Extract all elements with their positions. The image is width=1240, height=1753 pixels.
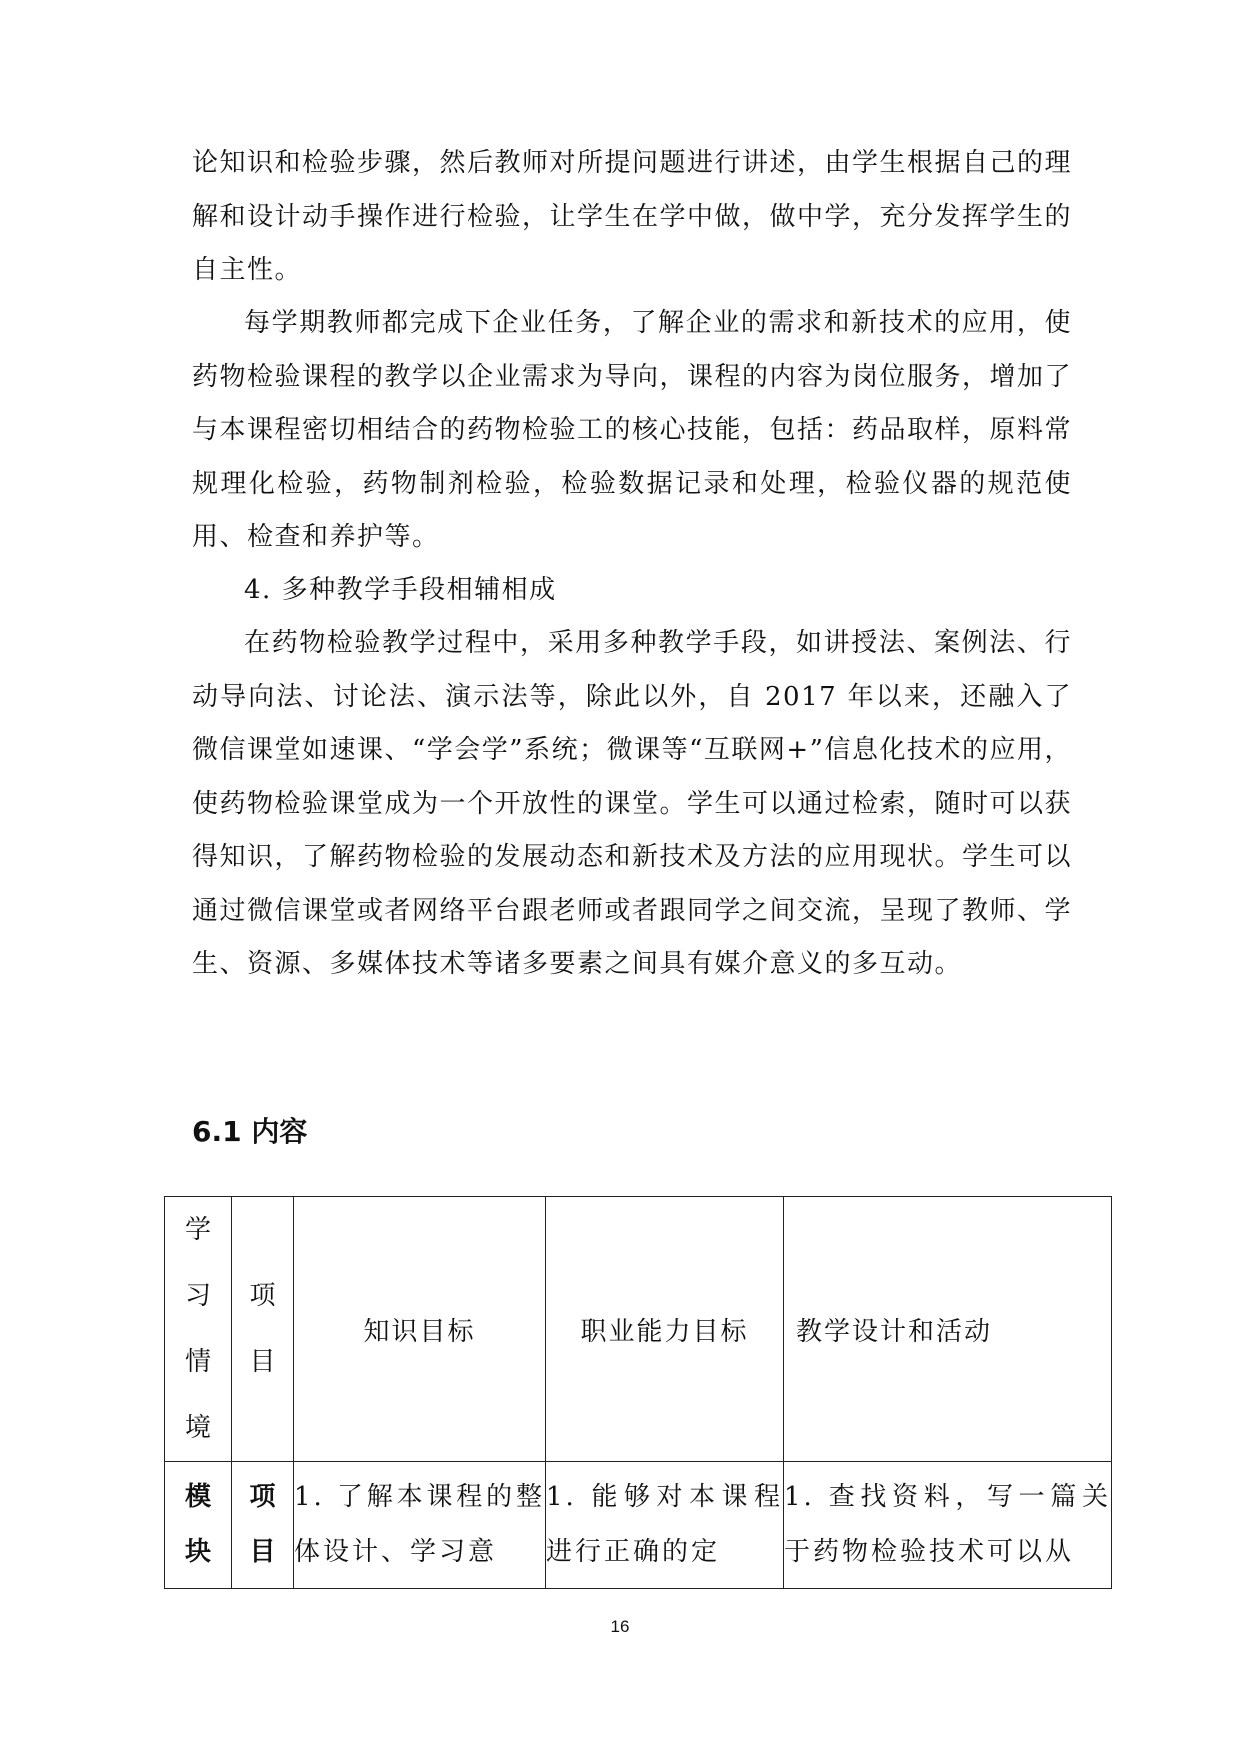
header-knowledge-goals: 知识目标 (294, 1197, 546, 1462)
paragraph-3: 在药物检验教学过程中，采用多种教学手段，如讲授法、案例法、行动导向法、讨论法、演示法等，除此以外，自 2017 年以来，还融入了微信课堂如速课、“学会学”系统；微课等“互联网+”信息化技术的应用，使药物检验课堂成为一个开放性的课堂。学生可以通过检索，随时可以获得知识，了解药物检验的发展动态和新技术及方法的应用现状。学生可以通过微信课堂或者网络平台跟老师或者跟同学之间交流，呈现了教师、学生、资源、多媒体技术等诸多要素之间具有媒介意义的多互动。 (192, 628, 1073, 979)
header-teaching-design-activities: 教学设计和活动 (784, 1197, 1112, 1462)
page-number: 16 (610, 1617, 630, 1636)
subheading-4: 4. 多种教学手段相辅相成 (244, 575, 557, 605)
cell-ability-goal: 1. 能够对本课程进行正确的定 (546, 1462, 784, 1589)
content-table (164, 1196, 1112, 1589)
cell-knowledge-goal: 1. 了解本课程的整体设计、学习意 (294, 1462, 546, 1589)
table-header-row (165, 1197, 1112, 1462)
paragraph-1: 论知识和检验步骤，然后教师对所提问题进行讲述，由学生根据自己的理解和设计动手操作进行检验，让学生在学中做，做中学，充分发挥学生的自主性。 (192, 148, 1073, 285)
header-professional-ability-goals: 职业能力目标 (546, 1197, 784, 1462)
header-project: 项 目 (232, 1197, 294, 1462)
paragraph-2: 每学期教师都完成下企业任务，了解企业的需求和新技术的应用，使药物检验课程的教学以企业需求为导向，课程的内容为岗位服务，增加了与本课程密切相结合的药物检验工的核心技能，包括：药品取样，原料常规理化检验，药物制剂检验，检验数据记录和处理，检验仪器的规范使用、检查和养护等。 (192, 308, 1073, 552)
section-heading: 6.1 内容 (192, 1115, 308, 1148)
header-learning-situation: 学 习 情 境 (165, 1197, 232, 1462)
cell-teaching-activity: 1. 查找资料，写一篇关于药物检验技术可以从 (784, 1462, 1112, 1589)
cell-module: 模块 (165, 1462, 232, 1589)
cell-project: 项目 (232, 1462, 294, 1589)
table-row (165, 1462, 1112, 1589)
